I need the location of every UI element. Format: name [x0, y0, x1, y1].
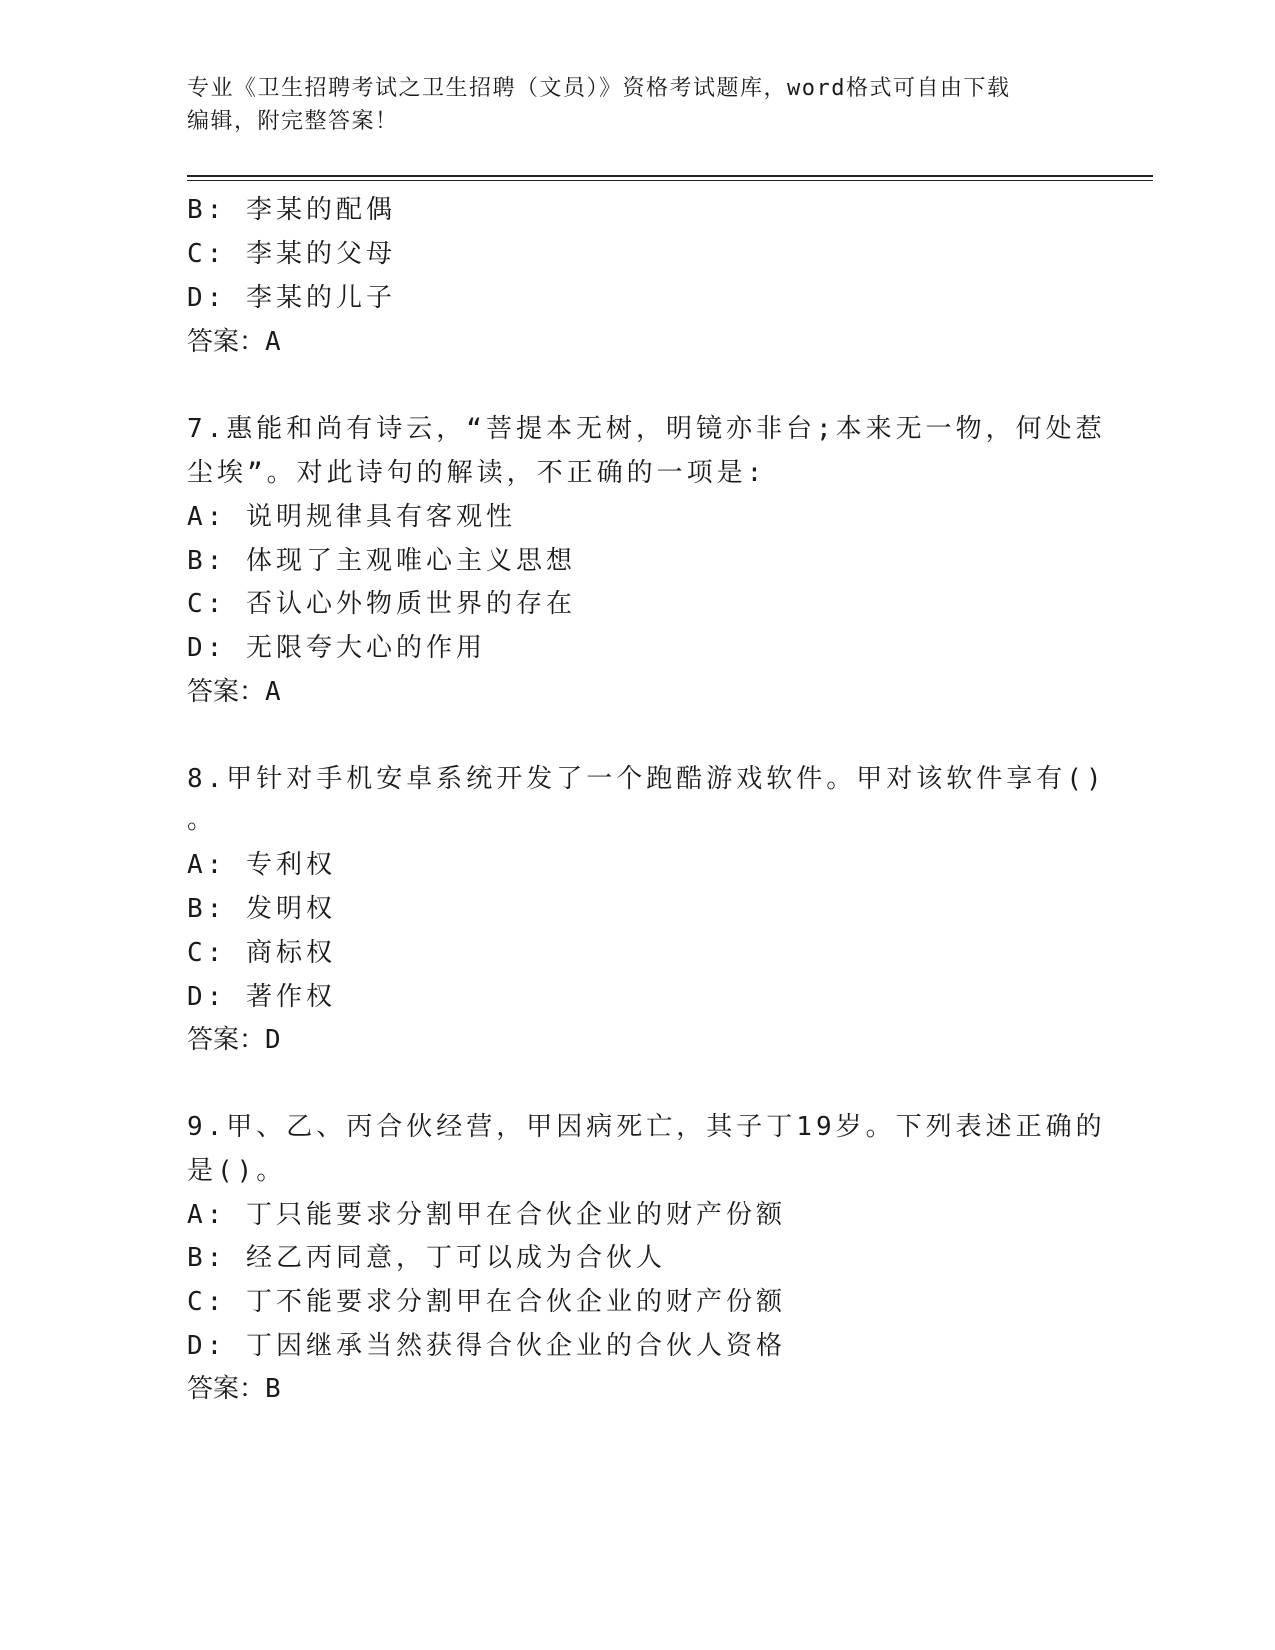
q7-option-b: B: 体现了主观唯心主义思想 — [187, 546, 576, 576]
q7-stem-line-1: 7.惠能和尚有诗云，“菩提本无树，明镜亦非台;本来无一物，何处惹 — [187, 414, 1106, 444]
q7-option-c: C: 否认心外物质世界的存在 — [187, 589, 576, 619]
q7-option-a: A: 说明规律具有客观性 — [187, 502, 516, 532]
q8-stem-line-2: 。 — [187, 805, 218, 835]
q9-option-a: A: 丁只能要求分割甲在合伙企业的财产份额 — [187, 1200, 786, 1230]
q9-stem-line-2: 是()。 — [187, 1156, 287, 1186]
header-divider-thick — [187, 175, 1153, 177]
answer-value: A — [265, 327, 281, 357]
answer-value: B — [265, 1374, 281, 1404]
prev-answer — [187, 322, 281, 362]
q9-option-b: B: 经乙丙同意，丁可以成为合伙人 — [187, 1243, 666, 1273]
header-line-1: 专业《卫生招聘考试之卫生招聘（文员）》资格考试题库，word格式可自由下载 — [187, 76, 1011, 101]
header-divider-thin — [187, 180, 1153, 181]
q9-stem-line-1: 9.甲、乙、丙合伙经营，甲因病死亡，其子丁19岁。下列表述正确的 — [187, 1112, 1106, 1142]
q7-option-d: D: 无限夸大心的作用 — [187, 633, 486, 663]
q8-option-a: A: 专利权 — [187, 850, 336, 880]
q8-option-d: D: 著作权 — [187, 982, 336, 1012]
q9-answer — [187, 1369, 281, 1409]
answer-label: 答案： — [187, 677, 266, 707]
answer-value: D — [265, 1025, 281, 1055]
prev-option-d: D: 李某的儿子 — [187, 283, 396, 313]
answer-value: A — [265, 677, 281, 707]
prev-option-b: B: 李某的配偶 — [187, 195, 396, 225]
document-header — [187, 72, 1087, 138]
q7-answer — [187, 672, 281, 712]
q7-stem-line-2: 尘埃”。对此诗句的解读，不正确的一项是: — [187, 458, 767, 488]
q8-option-c: C: 商标权 — [187, 938, 336, 968]
q8-stem-line-1: 8.甲针对手机安卓系统开发了一个跑酷游戏软件。甲对该软件享有() — [187, 764, 1106, 794]
answer-label: 答案： — [187, 327, 266, 357]
q9-option-c: C: 丁不能要求分割甲在合伙企业的财产份额 — [187, 1287, 786, 1317]
q8-option-b: B: 发明权 — [187, 894, 336, 924]
answer-label: 答案： — [187, 1374, 266, 1404]
header-line-2: 编辑，附完整答案！ — [187, 109, 399, 134]
q8-answer — [187, 1020, 281, 1060]
answer-label: 答案： — [187, 1025, 266, 1055]
q9-option-d: D: 丁因继承当然获得合伙企业的合伙人资格 — [187, 1331, 786, 1361]
prev-option-c: C: 李某的父母 — [187, 239, 396, 269]
